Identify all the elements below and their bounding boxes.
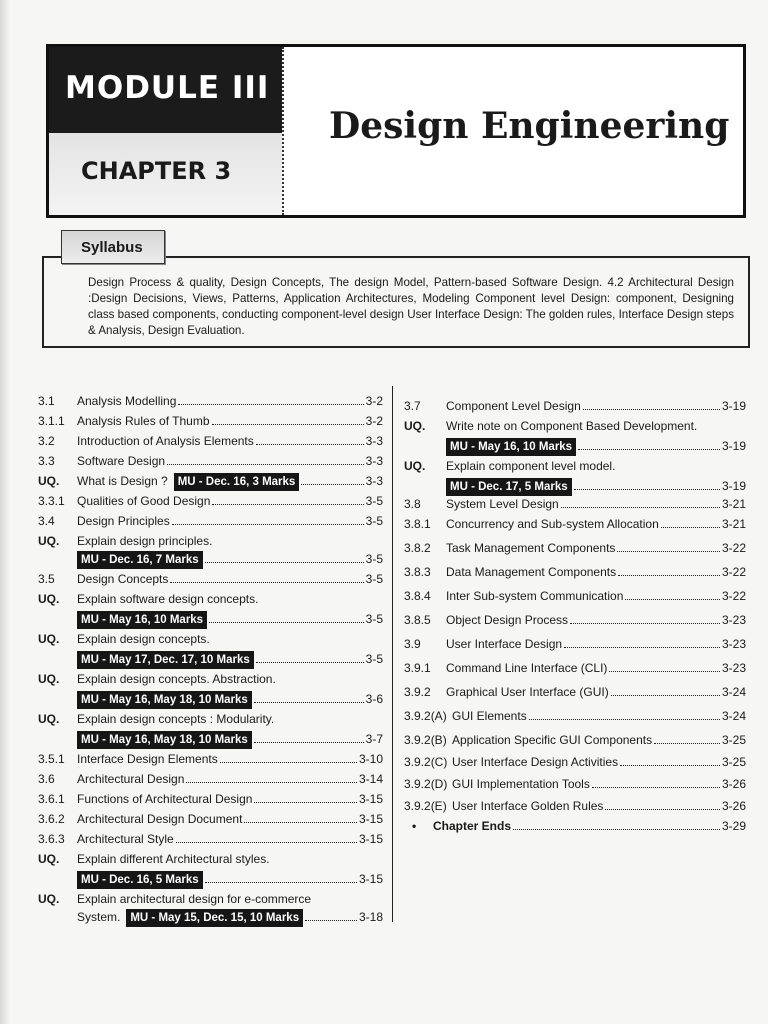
toc-title[interactable]: User Interface Golden Rules [452,799,604,813]
toc-label-row [446,516,746,532]
dot-leader [574,489,720,490]
question-marker: UQ. [404,459,426,473]
dot-leader [176,842,357,843]
section-number: 3.4 [38,514,55,528]
toc-label-row [77,413,383,429]
page-number: 3-5 [365,652,383,666]
page-number: 3-2 [365,414,383,428]
section-number: • [412,819,417,833]
toc-entry [38,811,383,827]
toc-title[interactable]: System. [77,910,121,924]
section-number: 3.1 [38,394,55,408]
section-number: 3.9.2(A) [404,709,447,723]
toc-label-row [77,871,383,889]
toc-entry [38,453,383,469]
page-number: 3-10 [358,752,383,766]
page-number: 3-21 [721,517,746,531]
page-number: 3-6 [365,692,383,706]
toc-label-row [452,798,746,814]
toc-title[interactable]: System Level Design [446,497,559,511]
toc-label-row [77,891,383,907]
toc-label-row [446,612,746,628]
page-number: 3-3 [365,454,383,468]
toc-label-row [77,513,383,529]
toc-entry [38,711,383,727]
exam-marks-badge: MU - May 15, Dec. 15, 10 Marks [126,909,303,927]
toc-title[interactable]: Interface Design Elements [77,752,218,766]
dot-leader [564,647,720,648]
toc-title[interactable]: Task Management Components [446,541,616,555]
page-edge-shadow [0,0,10,1024]
page-number: 3-19 [721,479,746,493]
dot-leader [212,504,363,505]
toc-label-row [446,660,746,676]
toc-title[interactable]: Graphical User Interface (GUI) [446,685,609,699]
section-number: 3.6.1 [38,792,65,806]
toc-label-row [77,751,383,767]
syllabus-tab [61,230,165,264]
toc-label-row [77,493,383,509]
toc-title[interactable]: Command Line Interface (CLI) [446,661,608,675]
toc-label-row [446,418,746,434]
toc-title[interactable]: Analysis Rules of Thumb [77,414,210,428]
section-number: 3.3 [38,454,55,468]
section-number: 3.9.2 [404,685,431,699]
dot-leader [305,920,357,921]
toc-title: Explain architectural design for e-commerce [77,892,312,906]
dot-leader [578,449,720,450]
toc-label-row [446,478,746,496]
dot-leader [661,527,720,528]
section-number: 3.6 [38,772,55,786]
dot-leader [212,424,364,425]
toc-label-row [446,458,746,474]
page-number: 3-19 [721,439,746,453]
toc-entry [404,540,746,556]
page-number: 3-25 [721,755,746,769]
section-number: 3.6.3 [38,832,65,846]
page-number: 3-15 [358,812,383,826]
toc-title[interactable]: User Interface Design Activities [452,755,619,769]
exam-marks-badge: MU - May 16, May 18, 10 Marks [77,691,252,709]
page-number: 3-5 [365,494,383,508]
dot-leader [256,444,364,445]
syllabus-heading: Syllabus [81,239,143,256]
toc-label-row [77,811,383,827]
toc-entry [38,413,383,429]
toc-label-row [446,684,746,700]
toc-entry [38,393,383,409]
toc-label-row [77,433,383,449]
section-number: 3.6.2 [38,812,65,826]
toc-title[interactable]: Object Design Process [446,613,569,627]
section-number: 3.8.1 [404,517,431,531]
toc-title[interactable]: Architectural Design Document [77,812,243,826]
question-marker: UQ. [38,474,60,488]
toc-title[interactable]: What is Design ? [77,474,168,488]
section-number: 3.1.1 [38,414,65,428]
toc-entry [38,651,383,667]
page-number: 3-22 [721,565,746,579]
section-number: 3.9 [404,637,421,651]
section-number: 3.8.3 [404,565,431,579]
toc-entry [404,660,746,676]
toc-label-row [77,791,383,807]
dot-leader [209,622,364,623]
section-number: 3.7 [404,399,421,413]
page-number: 3-3 [365,474,383,488]
dot-leader [254,742,364,743]
exam-marks-badge: MU - Dec. 16, 3 Marks [174,473,300,491]
exam-marks-badge: MU - May 17, Dec. 17, 10 Marks [77,651,254,669]
dot-leader [301,484,363,485]
toc-entry [404,496,746,512]
toc-title: Explain software design concepts. [77,592,259,606]
exam-marks-badge: MU - Dec. 16, 7 Marks [77,551,203,569]
section-number: 3.9.2(C) [404,755,448,769]
header-divider [282,47,284,215]
toc-entry [38,533,383,549]
toc-entry [404,776,746,792]
toc-entry [38,891,383,907]
page-number: 3-22 [721,589,746,603]
dot-leader [625,599,720,600]
toc-entry [38,611,383,627]
toc-title[interactable]: Concurrency and Sub-system Allocation [446,517,659,531]
toc-label-row [452,732,746,748]
toc-entry [38,751,383,767]
dot-leader [254,702,364,703]
dot-leader [244,822,357,823]
page-number: 3-15 [358,832,383,846]
page-number: 3-7 [365,732,383,746]
section-number: 3.5 [38,572,55,586]
toc-title[interactable]: Analysis Modelling [77,394,177,408]
page-number: 3-23 [721,637,746,651]
dot-leader [178,404,363,405]
toc-title: Write note on Component Based Development. [446,419,698,433]
toc-title[interactable]: Design Concepts [77,572,169,586]
section-number: 3.9.2(B) [404,733,447,747]
toc-entry [404,418,746,434]
toc-label-row [77,393,383,409]
exam-marks-badge: MU - Dec. 16, 5 Marks [77,871,203,889]
dot-leader [611,695,720,696]
toc-title[interactable]: Software Design [77,454,166,468]
section-number: 3.8.2 [404,541,431,555]
toc-entry [38,831,383,847]
toc-title[interactable]: Inter Sub-system Communication [446,589,624,603]
toc-entry [38,631,383,647]
toc-entry [404,732,746,748]
toc-entry [404,438,746,454]
question-marker: UQ. [38,712,60,726]
toc-title[interactable]: Architectural Design [77,772,185,786]
question-marker: UQ. [38,632,60,646]
toc-label-row [77,771,383,787]
toc-entry [38,851,383,867]
dot-leader [605,809,720,810]
dot-leader [167,464,364,465]
toc-entry [404,398,746,414]
dot-leader [529,719,720,720]
toc-entry [38,551,383,567]
dot-leader [172,524,364,525]
toc-entry [38,433,383,449]
dot-leader [254,802,357,803]
toc-label-row [77,453,383,469]
page-number: 3-26 [721,777,746,791]
toc-title[interactable]: Design Principles [77,514,170,528]
dot-leader [570,623,720,624]
page-number: 3-5 [365,514,383,528]
toc-label-row [77,731,383,749]
dot-leader [620,765,720,766]
toc-title[interactable]: GUI Elements [452,709,527,723]
dot-leader [617,551,720,552]
question-marker: UQ. [38,852,60,866]
dot-leader [186,782,357,783]
toc-title[interactable]: Data Management Components [446,565,617,579]
dot-leader [220,762,357,763]
toc-label-row [433,818,746,834]
toc-title: Explain design principles. [77,534,213,548]
page-number: 3-21 [721,497,746,511]
dot-leader [583,409,720,410]
chapter-header [46,44,746,218]
syllabus-text: Design Process & quality, Design Concepts, The design Model, Pattern-based Software Design. 4.2 Architectural Design :Design Decisions, Views, Patterns, Application Architectures, Modeling Component level Design: component, Designing class based components, conducting component-level design User Interface Design: The golden rules, Interface Design steps & Analysis, Design Evaluation. [88,276,734,337]
toc-entry [404,516,746,532]
toc-title: Explain component level model. [446,459,616,473]
toc-entry [38,591,383,607]
question-marker: UQ. [38,534,60,548]
section-number: 3.5.1 [38,752,65,766]
toc-title: Explain design concepts : Modularity. [77,712,275,726]
dot-leader [205,562,364,563]
page-number: 3-5 [365,552,383,566]
toc-entry [404,612,746,628]
page-number: 3-3 [365,434,383,448]
page-number: 3-23 [721,661,746,675]
section-number: 3.8 [404,497,421,511]
toc-label-row [446,636,746,652]
toc-title: Explain design concepts. Abstraction. [77,672,276,686]
page-number: 3-2 [365,394,383,408]
chapter-title: Design Engineering [329,105,730,147]
toc-title[interactable]: Component Level Design [446,399,581,413]
toc-title[interactable]: Application Specific GUI Components [452,733,653,747]
toc-label-row [77,851,383,867]
question-marker: UQ. [38,592,60,606]
dot-leader [205,882,357,883]
section-number: 3.9.1 [404,661,431,675]
toc-entry [38,771,383,787]
chapter-label: CHAPTER 3 [81,157,232,185]
toc-entry [404,478,746,494]
page-number: 3-22 [721,541,746,555]
dot-leader [618,575,720,576]
toc-entry [38,731,383,747]
toc-title[interactable]: Architectural Style [77,832,174,846]
dot-leader [654,743,720,744]
toc-label-row [77,631,383,647]
toc-entry [38,909,383,925]
toc-label-row [446,564,746,580]
toc-entry [404,588,746,604]
toc-title[interactable]: Functions of Architectural Design [77,792,253,806]
page-number: 3-5 [365,572,383,586]
dot-leader [256,662,364,663]
toc-label-row [446,540,746,556]
exam-marks-badge: MU - May 16, May 18, 10 Marks [77,731,252,749]
question-marker: UQ. [38,672,60,686]
dot-leader [170,582,363,583]
page-number: 3-15 [358,792,383,806]
page-number: 3-25 [721,733,746,747]
toc-title[interactable]: Introduction of Analysis Elements [77,434,254,448]
page-number: 3-29 [721,819,746,833]
toc-label-row [77,711,383,727]
toc-title[interactable]: Chapter Ends [433,819,512,833]
page-number: 3-15 [358,872,383,886]
toc-entry [38,493,383,509]
toc-label-row [77,473,383,491]
page-number: 3-24 [721,709,746,723]
dot-leader [561,507,720,508]
section-number: 3.3.1 [38,494,65,508]
page-number: 3-5 [365,612,383,626]
toc-title: Explain design concepts. [77,632,210,646]
column-divider [392,386,393,922]
page-number: 3-19 [721,399,746,413]
page-number: 3-14 [358,772,383,786]
toc-entry [38,571,383,587]
toc-label-row [77,691,383,709]
toc-title[interactable]: GUI Implementation Tools [452,777,590,791]
page-number: 3-24 [721,685,746,699]
toc-label-row [77,571,383,587]
toc-label-row [77,831,383,847]
section-number: 3.2 [38,434,55,448]
dot-leader [513,829,720,830]
question-marker: UQ. [404,419,426,433]
toc-label-row [452,754,746,770]
page-number: 3-23 [721,613,746,627]
toc-label-row [77,551,383,569]
exam-marks-badge: MU - May 16, 10 Marks [446,438,576,456]
toc-label-row [446,588,746,604]
toc-entry [38,791,383,807]
toc-entry [404,458,746,474]
exam-marks-badge: MU - May 16, 10 Marks [77,611,207,629]
toc-label-row [77,611,383,629]
page-number: 3-26 [721,799,746,813]
toc-entry [404,818,746,834]
section-number: 3.8.5 [404,613,431,627]
toc-label-row [446,398,746,414]
toc-entry [404,798,746,814]
toc-label-row [77,651,383,669]
section-number: 3.9.2(E) [404,799,447,813]
toc-label-row [77,591,383,607]
module-banner [49,47,282,133]
dot-leader [592,787,720,788]
chapter-banner [49,133,282,215]
toc-entry [404,636,746,652]
module-label: MODULE III [65,70,270,106]
page-number: 3-18 [358,910,383,924]
question-marker: UQ. [38,892,60,906]
toc-entry [404,708,746,724]
toc-title[interactable]: Qualities of Good Design [77,494,211,508]
toc-entry [404,754,746,770]
section-number: 3.9.2(D) [404,777,448,791]
section-number: 3.8.4 [404,589,431,603]
toc-title: Explain different Architectural styles. [77,852,270,866]
toc-label-row [452,708,746,724]
toc-label-row [77,671,383,687]
toc-label-row [452,776,746,792]
exam-marks-badge: MU - Dec. 17, 5 Marks [446,478,572,496]
dot-leader [609,671,720,672]
toc-label-row [77,909,383,927]
toc-title[interactable]: User Interface Design [446,637,563,651]
toc-entry [404,684,746,700]
toc-entry [38,691,383,707]
toc-label-row [446,438,746,456]
toc-entry [38,671,383,687]
toc-entry [38,871,383,887]
toc-entry [38,473,383,489]
toc-label-row [77,533,383,549]
toc-label-row [446,496,746,512]
toc-entry [404,564,746,580]
toc-entry [38,513,383,529]
